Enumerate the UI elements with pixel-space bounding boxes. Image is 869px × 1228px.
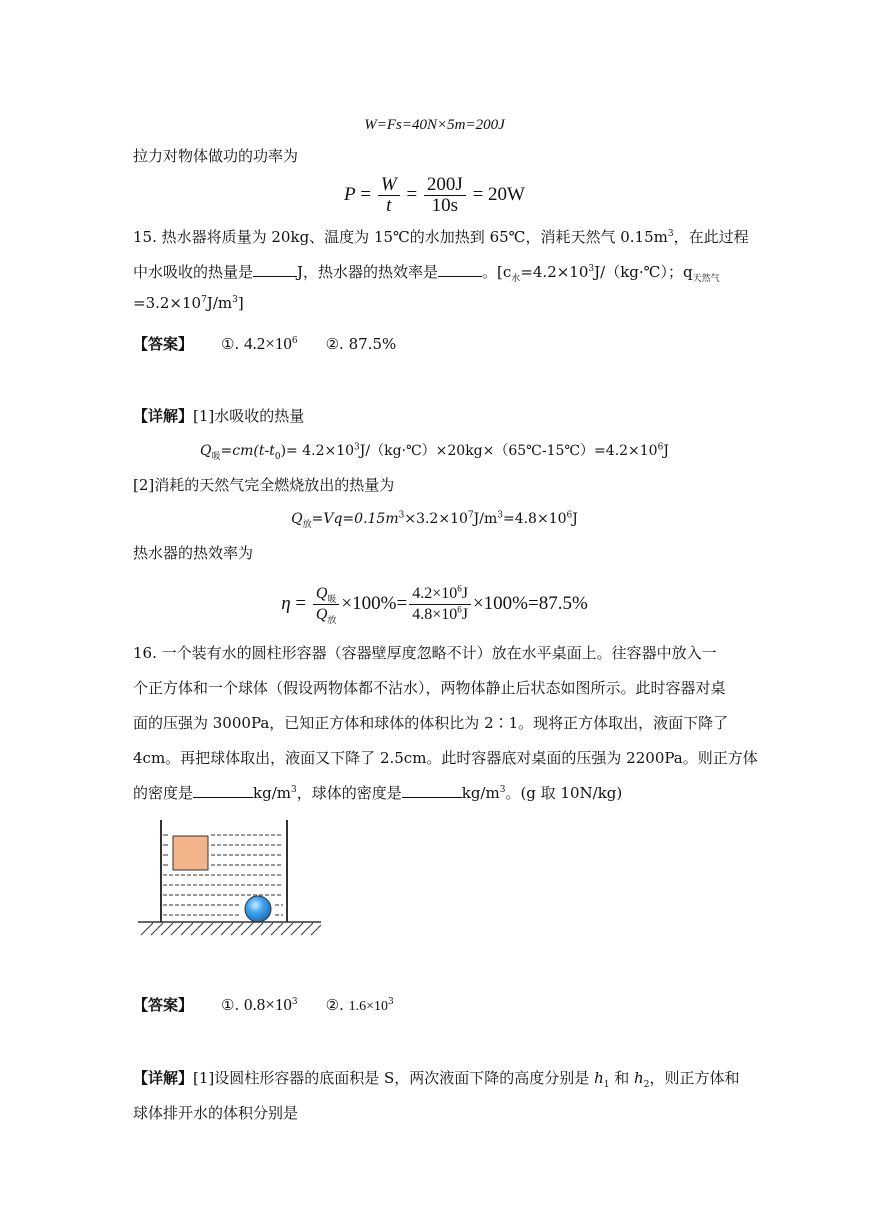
q15-line1: 15. 热水器将质量为 20kg、温度为 15℃的水加热到 65℃，消耗天然气 $0.15m^3$，在此过程 — [133, 228, 749, 246]
table-hatching — [141, 923, 321, 935]
q16-line1: 16. 一个装有水的圆柱形容器（容器壁厚度忽略不计）放在水平桌面上。往容器中放入一 — [133, 644, 717, 662]
efficiency-equation: η = $\frac{Q_吸}{Q_放}$ ×100%= $\frac{4.2\times 10^6J}{4.8\times 10^6J}$ ×100%=87.5% — [281, 583, 588, 626]
q16-line4: 4cm。再把球体取出，液面又下降了 2.5cm。此时容器底对桌面的压强为 2200Pa。则正方体 — [133, 749, 758, 767]
work-equation: W=Fs=40N×5m=200J — [364, 117, 505, 133]
heat-absorbed-equation: $Q_吸=cm(t-t_0)=$ $4.2\times 10^3J/(kg\cdot℃)\times 20kg\times(65℃-15℃)=4.2\times 10^6J$ — [200, 442, 669, 462]
q16-line3: 面的压强为 3000Pa，已知正方体和球体的体积比为 2∶1。现将正方体取出，液面下降了 — [133, 714, 729, 732]
cube-object — [173, 836, 208, 870]
answer16: 【答案】 ①. $0.8\times 10^3$ ②. $1.6\times 10^3$ — [133, 995, 394, 1014]
q16-line5: 的密度是 $kg/m^3$，球体的密度是 $kg/m^3$。(g 取 10N/kg) — [133, 784, 623, 802]
power-equation: P = $\frac{W}{t}$ = $\frac{200J}{10s}$ = 20W — [344, 174, 525, 217]
power-intro: 拉力对物体做功的功率为 — [133, 147, 299, 165]
detail15-step1: 【详解】[1]水吸收的热量 — [133, 407, 305, 425]
efficiency-intro: 热水器的热效率为 — [133, 544, 254, 562]
q16-line2: 个正方体和一个球体（假设两物体都不沾水），两物体静止后状态如图所示。此时容器对桌 — [133, 679, 726, 697]
detail16-line1: 【详解】[1]设圆柱形容器的底面积是 S，两次液面下降的高度分别是 $h_1$ 和 $h_2$，则正方体和 — [133, 1069, 740, 1090]
detail16-line2: 球体排开水的体积分别是 — [133, 1104, 299, 1122]
heat-released-equation: $Q_放=Vq=0.15m^3\times 3.2\times 10^7J/m^3=4.8\times 10^6J$ — [291, 510, 578, 530]
detail15-step2: [2]消耗的天然气完全燃烧放出的热量为 — [133, 476, 395, 494]
q15-line2: 中水吸收的热量是 J，热水器的热效率是 。[$c_水=4.2\times 10^3J/(kg\cdot℃)$；$q_{天然气}$ — [133, 263, 720, 284]
ball-object — [245, 896, 271, 922]
container-figure — [133, 815, 328, 940]
answer15: 【答案】 ①. $4.2\times 10^6$ ②. 87.5% — [133, 334, 397, 353]
q15-line3: $=3.2\times 10^7J/m^3$] — [133, 294, 244, 312]
